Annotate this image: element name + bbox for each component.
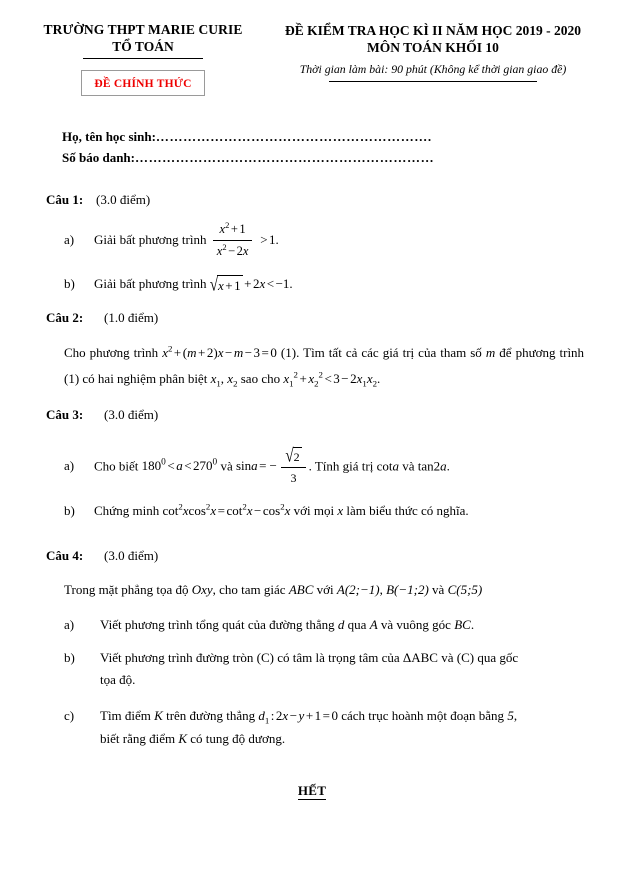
q3a-cot: cota (376, 458, 399, 474)
question-1-part-a (64, 221, 584, 262)
question-2 (0, 310, 624, 393)
question-3-points: (3.0 điểm) (104, 406, 159, 422)
q4c-text-c: cách trục hoành một đoạn bằng (341, 708, 505, 724)
question-2-header (46, 310, 624, 326)
q3b-identity: $\cot^2xcos^2x = \cot^2x - \cos^2x$ (162, 501, 291, 518)
question-4-header (46, 548, 624, 564)
q4b-triangle: ΔABC (402, 649, 438, 665)
q2-parameter-m: m (485, 344, 496, 360)
part-letter-a: a) (64, 232, 75, 248)
header-right-rule (329, 81, 537, 82)
part-c-content (100, 706, 584, 752)
question-1-label: Câu 1: (46, 191, 84, 207)
q4c-line-equation: $d_1$ : 2x − y + 1 = 0 (258, 708, 338, 727)
part-a-content (100, 615, 584, 635)
q4-triangle-name: ABC (288, 582, 314, 598)
q4-intro-c: với (316, 582, 334, 598)
official-exam-label: ĐỀ CHÍNH THỨC (94, 77, 192, 90)
official-exam-badge (81, 70, 204, 96)
q4a-point: A (369, 617, 378, 633)
q4-intro-d: và (432, 582, 445, 598)
q4c-distance: 5 (507, 708, 514, 724)
q2-text-d: phương trình (1) có hai nghiệm phân biệt (64, 344, 585, 387)
q4-plane: Oxy (191, 582, 213, 598)
q4c-point-k: K (154, 708, 163, 724)
question-1 (0, 192, 624, 296)
q4-point-a: A(2;−1) (336, 582, 380, 598)
exam-title: ĐỀ KIỂM TRA HỌC KÌ II NĂM HỌC 2019 - 2020 (284, 23, 582, 38)
q3b-prefix: Chứng minh (94, 502, 160, 518)
question-4-part-a (64, 615, 584, 635)
radical-sign-icon: √ (209, 275, 218, 296)
q4c-text-a: Tìm điểm (100, 708, 151, 724)
question-2-body (64, 340, 584, 393)
part-b-suffix: . (289, 276, 293, 292)
greater-than-sign: > (260, 232, 268, 248)
question-2-statement (64, 340, 584, 393)
student-name-label: Họ, tên học sinh: (62, 128, 156, 144)
part-letter-c: c) (64, 708, 75, 724)
question-4-part-c (64, 706, 584, 752)
student-id-label: Số báo danh: (62, 149, 135, 165)
student-info-block (62, 126, 624, 168)
q3a-angle-range: $180^0 < a < 270^0$ (141, 457, 218, 474)
question-4 (0, 548, 624, 752)
question-4-part-b (64, 648, 584, 694)
q4c-text-d: , (513, 708, 518, 724)
rhs-one: 1 (269, 232, 276, 248)
document-header (0, 0, 624, 96)
student-name-field[interactable]: ……………………………………………………. (155, 128, 432, 144)
question-3-part-a (64, 447, 584, 488)
q2-text-c: để (499, 344, 512, 360)
q2-text-a: Cho phương trình (64, 344, 159, 360)
q4a-text-d: . (470, 617, 475, 633)
q2-roots: $x_1$, $x_2$ (210, 371, 238, 389)
question-3-header (46, 407, 624, 423)
q4a-text-a: Viết phương trình tổng quát của đường thẳng (100, 617, 335, 633)
department-name: TỔ TOÁN (112, 38, 174, 54)
q3a-sine-value: sina = − $\frac{√2}{3}$ (236, 458, 309, 473)
questions-area (0, 192, 624, 800)
question-3-part-b (64, 501, 584, 521)
header-left-rule (83, 58, 203, 59)
q2-inequality: $x_1^2 + x_2^2 < 3 - 2x_1x_2$ (283, 369, 378, 389)
student-id-field[interactable]: ………………………………………………………… (134, 149, 435, 165)
exam-footer (0, 782, 624, 800)
part-letter-b: b) (64, 276, 75, 292)
fraction-x2plus1-over-x2minus2x (213, 220, 253, 261)
part-letter-a: a) (64, 458, 75, 474)
fraction-denominator: 3 (290, 470, 297, 485)
question-1-points: (3.0 điểm) (96, 191, 151, 207)
header-left-block (18, 22, 260, 96)
q3a-tail: . Tính giá trị (308, 458, 374, 474)
school-name: TRƯỜNG THPT MARIE CURIE (43, 22, 243, 37)
q4-intro-b: , cho tam giác (212, 582, 286, 598)
q2-equation: $x^2 + (m + 2)x - m - 3 = 0$ (1) (162, 343, 297, 360)
q4-point-c: C(5;5) (447, 582, 483, 598)
student-name-line (62, 126, 624, 147)
part-a-content (94, 221, 584, 262)
q3a-and: và (402, 458, 415, 474)
q4b-continuation: tọa độ. (100, 672, 136, 688)
q4-point-b: B(−1;2) (386, 582, 429, 598)
question-4-intro (64, 577, 584, 602)
q4a-text-c: và vuông góc (380, 617, 451, 633)
q3b-variable: x (337, 502, 344, 518)
sqrt-x-plus-1 (210, 275, 243, 296)
question-4-body (64, 577, 584, 752)
part-b-content (100, 648, 584, 694)
q4c-text-b: trên đường thẳng (166, 708, 256, 724)
question-3 (0, 407, 624, 520)
question-3-body (64, 447, 584, 520)
q4c-continuation (100, 726, 584, 752)
question-2-points: (1.0 điểm) (104, 309, 159, 325)
question-1-header (46, 192, 624, 208)
exam-subject: MÔN TOÁN KHỐI 10 (367, 40, 499, 56)
q3a-end: . (446, 458, 450, 474)
q4c-text-e: biết rằng điểm (100, 730, 176, 746)
question-2-label: Câu 2: (46, 309, 84, 325)
q2-text-e: sao cho (240, 371, 281, 387)
q3b-tail: làm biểu thức có nghĩa. (346, 502, 469, 518)
part-a-content (94, 447, 584, 488)
q2-text-b: . Tìm tất cả các giá trị của tham số (296, 344, 482, 360)
q4b-text-b: và (C) qua gốc (441, 649, 519, 665)
header-right-block (260, 22, 606, 82)
part-letter-b: b) (64, 649, 75, 665)
end-of-exam-label: HẾT (297, 782, 327, 798)
q3a-tan: tan2a (417, 458, 447, 474)
fraction-numerator: √2 (281, 446, 305, 468)
part-b-prefix: Giải bất phương trình (94, 276, 207, 292)
question-1-part-b (64, 274, 584, 295)
part-b-content: Giải bất phương trình √x + 1 + 2x < −1. (94, 275, 293, 296)
q3a-prefix: Cho biết (94, 458, 139, 474)
part-a-suffix: . (275, 232, 279, 248)
q4c-point-k2: K (178, 730, 188, 746)
part-letter-b: b) (64, 502, 75, 518)
q2-text-f: . (377, 371, 381, 387)
q4a-text-b: qua (347, 617, 367, 633)
exam-duration: Thời gian làm bài: 90 phút (Không kể thời gian giao đề) (299, 61, 567, 76)
q4a-line-d: d (337, 617, 345, 633)
q4b-text-a: Viết phương trình đường tròn (C) có tâm là trọng tâm của (100, 649, 400, 665)
q4-comma: , (379, 582, 383, 598)
q3b-mid: với mọi (293, 502, 335, 518)
q4-intro-a: Trong mặt phẳng tọa độ (64, 582, 189, 598)
q3a-mid: và (220, 458, 233, 474)
question-4-label: Câu 4: (46, 548, 84, 564)
fraction-numerator: $x^2 + 1$ (213, 220, 253, 241)
part-letter-a: a) (64, 617, 75, 633)
radicand: x + 1 (217, 275, 243, 296)
part-b-content (94, 501, 584, 521)
question-1-body (64, 221, 584, 296)
q4a-segment: BC (454, 617, 471, 633)
question-3-label: Câu 3: (46, 406, 84, 422)
student-id-line (62, 147, 624, 168)
part-a-prefix: Giải bất phương trình (94, 232, 207, 248)
fraction-denominator: $x^2 - 2x$ (216, 241, 249, 258)
fraction-sqrt2-over-3 (281, 446, 305, 487)
q4c-text-f: có tung độ dương. (190, 730, 286, 746)
question-4-points: (3.0 điểm) (104, 548, 159, 564)
